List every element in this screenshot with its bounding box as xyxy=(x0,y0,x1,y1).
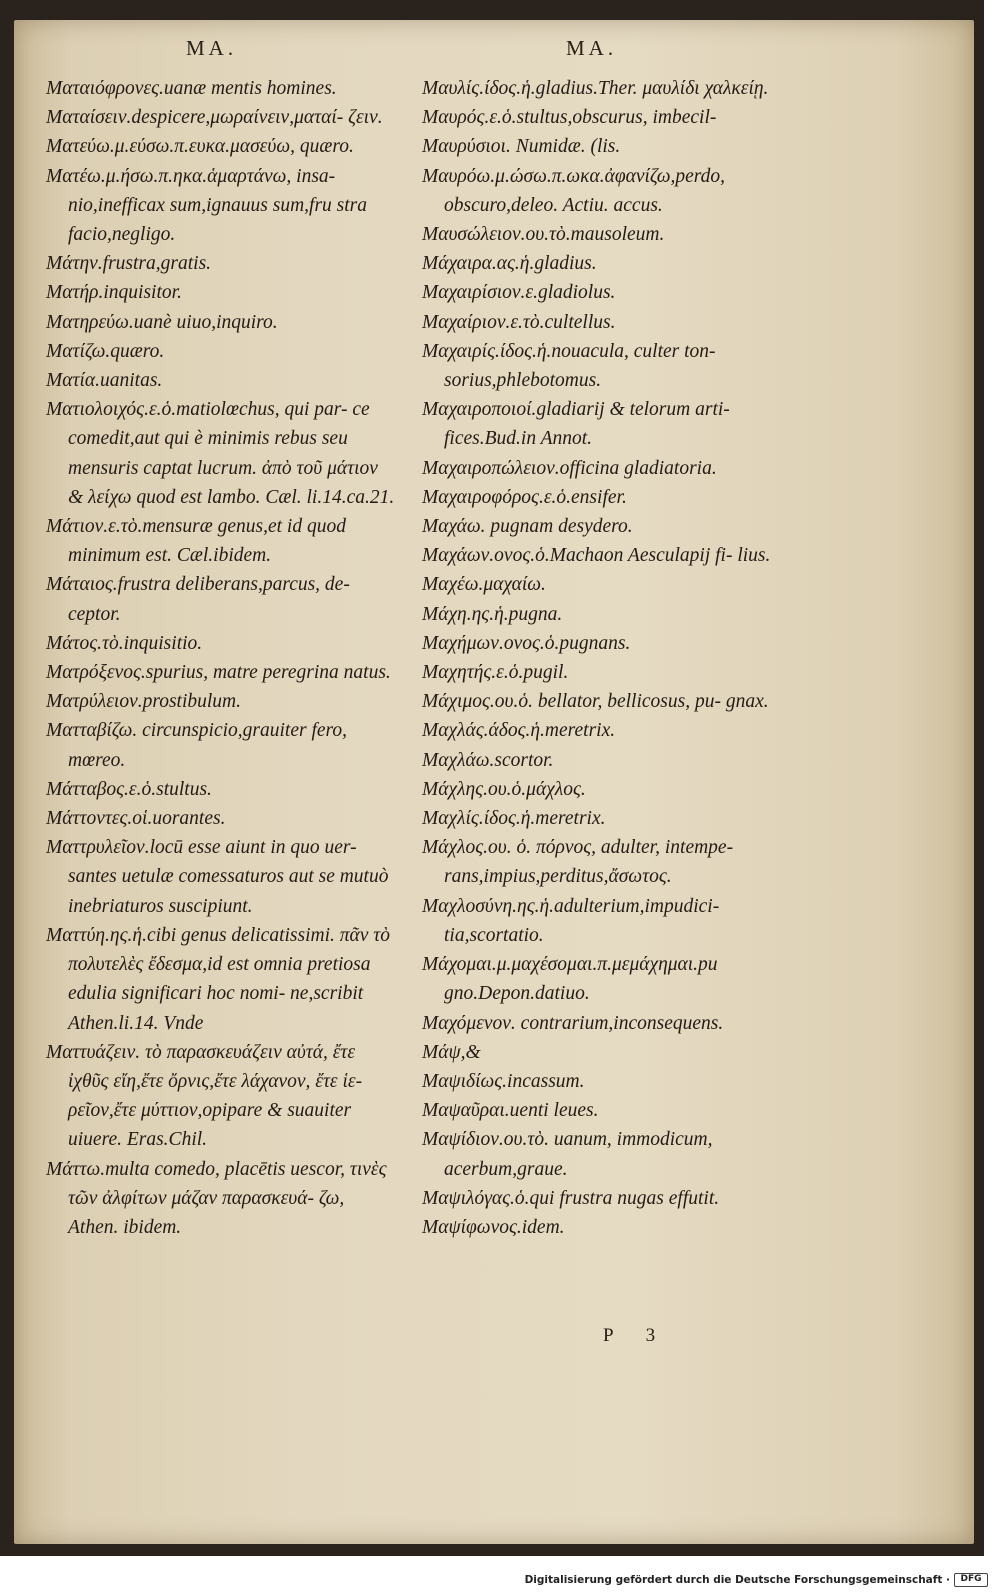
dictionary-entry: Μαψίδιον.ου.τὸ. uanum, immodicum, acerbum,graue. xyxy=(422,1129,713,1180)
left-column xyxy=(46,74,396,1242)
dictionary-entry: Ματέω.μ.ήσω.π.ηκα.ἁμαρτάνω, insa- nio,inefficax sum,ignauus sum,fru stra facio,negligo. xyxy=(46,165,368,246)
dictionary-entry: Μαχήμων.ονος.ὁ.pugnans. xyxy=(422,632,631,654)
dictionary-entry: Μάχαιρα.ας.ἡ.gladius. xyxy=(422,253,597,275)
dictionary-entry: Ματεύω.μ.εύσω.π.ευκα.μασεύω, quæro. xyxy=(46,136,354,158)
dictionary-entry: Μαχαιροφόρος.ε.ὁ.ensifer. xyxy=(422,486,627,508)
dictionary-entry: Μάχη.ης.ἡ.pugna. xyxy=(422,603,563,625)
dictionary-entry: Μαχέω.μαχαίω. xyxy=(422,574,546,596)
dictionary-entry: Μαχλάω.scortor. xyxy=(422,749,554,771)
dictionary-entry: Ματαίσειν.despicere,μωραίνειν,ματαί- ζειν. xyxy=(46,107,383,129)
dictionary-entry: Ματτρυλεῖον.locū esse aiunt in quo uer- santes uetulæ comessaturos aut se mutuò inebriaturos suscipiunt. xyxy=(46,837,389,917)
dictionary-entry: Μαυλίς.ίδος.ἡ.gladius.Ther. μαυλίδι χαλκείῃ. xyxy=(422,78,769,99)
right-column xyxy=(422,74,788,1242)
dictionary-entry: Ματρύλειον.prostibulum. xyxy=(46,691,242,713)
dictionary-entry: Μαχαιροποιοί.gladiarij & telorum arti- fices.Bud.in Annot. xyxy=(422,399,730,450)
dictionary-entry: Ματιολοιχός.ε.ὁ.matiolœchus, qui par- ce comedit,aut qui è minimis rebus seu mensuris captat lucrum. ἀπὸ τοῦ μάτιον & λείχω quod est lambo. Cæl. li.14.ca.21. xyxy=(46,399,395,508)
dictionary-entry: Ματήρ.inquisitor. xyxy=(46,282,182,304)
dictionary-entry: Μαχητής.ε.ὁ.pugil. xyxy=(422,662,569,684)
dictionary-entry: Μαψαῦραι.uenti leues. xyxy=(422,1100,599,1122)
dictionary-entry: Μαχάω. pugnam desydero. xyxy=(422,516,633,538)
dictionary-entry: Μάψ,& xyxy=(422,1041,481,1063)
dictionary-entry: Μάτιον.ε.τὸ.mensuræ genus,et id quod minimum est. Cæl.ibidem. xyxy=(46,516,346,567)
dictionary-entry: Ματία.uanitas. xyxy=(46,370,163,392)
dictionary-entry: Ματίζω.quæro. xyxy=(46,340,165,362)
dictionary-entry: Μαχαίριον.ε.τὸ.cultellus. xyxy=(422,311,616,333)
dictionary-entry: Μάττοντες.οἱ.uorantes. xyxy=(46,808,226,830)
dictionary-entry: Ματταβίζω. circunspicio,grauiter fero, mœreo. xyxy=(46,720,348,771)
dictionary-entry: Μαψιλόγας.ὁ.qui frustra nugas effutit. xyxy=(422,1187,720,1209)
dictionary-entry: Μαχαιρίς.ίδος.ἡ.nouacula, culter ton- sorius,phlebotomus. xyxy=(422,340,716,392)
dictionary-entry: Μάχομαι.μ.μαχέσομαι.π.μεμάχημαι.pu gno.Depon.datiuo. xyxy=(422,954,718,1005)
dictionary-entry: Μάχλος.ου. ὁ. πόρνος, adulter, intempe- rans,impius,perditus,ἄσωτος. xyxy=(422,837,734,888)
dictionary-entry: Μαχλοσύνη.ης.ἡ.adulterium,impudici- tia,scortatio. xyxy=(422,895,720,946)
running-head-right: MA. xyxy=(566,36,618,60)
dictionary-entry: Μαχαιροπώλειον.officina gladiatoria. xyxy=(422,457,717,479)
dictionary-entry: Μαχόμενον. contrarium,inconsequens. xyxy=(422,1012,724,1034)
dictionary-entry: Μαυρύσιοι. Numidæ. (lis. xyxy=(422,136,621,158)
dictionary-entry: Μαυρός.ε.ὁ.stultus,obscurus, imbecil- xyxy=(422,107,717,129)
dfg-credit: Digitalisierung gefördert durch die Deutsche Forschungsgemeinschaft · xyxy=(524,1574,950,1586)
dictionary-entry: Μαυσώλειον.ου.τὸ.mausoleum. xyxy=(422,224,665,246)
dictionary-entry: Μαψίφωνος.idem. xyxy=(422,1216,565,1238)
dictionary-entry: Ματαιόφρονες.uanæ mentis homines. xyxy=(46,78,337,99)
dictionary-entry: Μαχλάς.άδος.ἡ.meretrix. xyxy=(422,720,616,742)
dictionary-entry: Ματρόξενος.spurius, matre peregrina natus. xyxy=(46,662,391,684)
running-head-left: MA. xyxy=(186,36,238,60)
dfg-logo-icon: DFG xyxy=(954,1573,988,1587)
dictionary-entry: Μαυρόω.μ.ώσω.π.ωκα.ἀφανίζω,perdo, obscuro,deleo. Actiu. accus. xyxy=(422,165,725,216)
dictionary-entry: Μάτην.frustra,gratis. xyxy=(46,253,212,275)
dictionary-entry: Μαχαιρίσιον.ε.gladiolus. xyxy=(422,282,616,304)
dictionary-entry: Ματτύη.ης.ἡ.cibi genus delicatissimi. πᾶν τὸ πολυτελὲς ἔδεσμα,id est omnia pretiosa edulia significari hoc nomi- ne,scribit Athen.li.14. Vnde xyxy=(46,924,391,1034)
dictionary-entry: Μάχιμος.ου.ὁ. bellator, bellicosus, pu- gnax. xyxy=(422,691,769,713)
dictionary-entry: Μαχάων.ονος.ὁ.Machaon Aesculapij fi- lius. xyxy=(422,545,771,567)
dictionary-entry: Μαψιδίως.incassum. xyxy=(422,1070,585,1092)
dictionary-entry: Μάττω.multa comedo, placētis uescor, τινὲς τῶν ἀλφίτων μάζαν παρασκευά- ζω, Athen. ibidem. xyxy=(46,1158,387,1238)
dictionary-entry: Μάτος.τὸ.inquisitio. xyxy=(46,632,203,654)
dictionary-entry: Μάτταβος.ε.ὁ.stultus. xyxy=(46,778,212,800)
dictionary-entry: Μαχλίς.ίδος.ἡ.meretrix. xyxy=(422,808,606,830)
dictionary-entry: Ματτυάζειν. τὸ παρασκευάζειν αὐτά, ἔτε ἰχθῦς εἴη,ἔτε ὄρνις,ἔτε λάχανον, ἔτε ἱε- ρεῖον,ἔτε μύττιον,opipare & suauiter uiuere. Eras.Chil. xyxy=(46,1041,363,1151)
signature-mark: P 3 xyxy=(603,1325,670,1346)
dictionary-entry: Μάχλης.ου.ὁ.μάχλος. xyxy=(422,778,586,800)
dictionary-entry: Μάταιος.frustra deliberans,parcus, de- ceptor. xyxy=(46,574,350,625)
dictionary-entry: Ματηρεύω.uanè uiuo,inquiro. xyxy=(46,311,278,333)
